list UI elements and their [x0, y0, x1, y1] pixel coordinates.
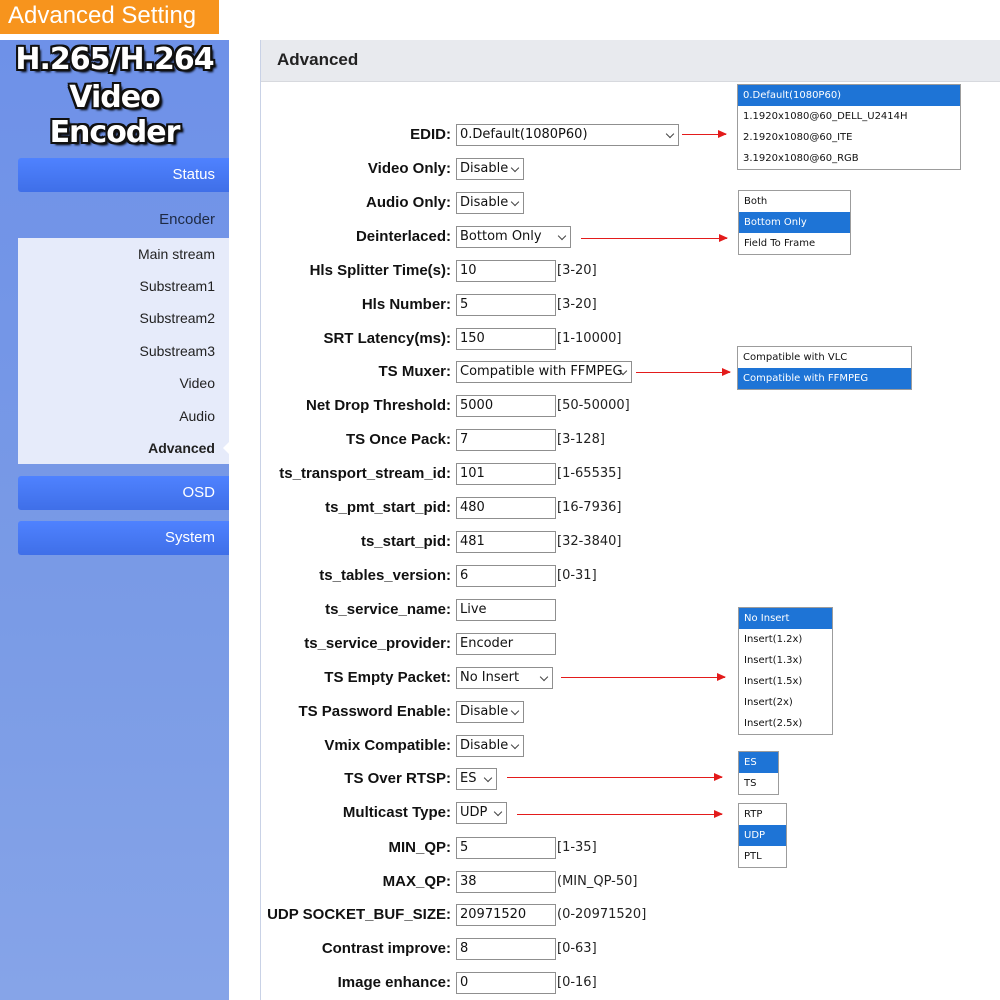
edid-option[interactable]: 1.1920x1080@60_DELL_U2414H: [743, 111, 908, 122]
ts-empty-packet-option[interactable]: No Insert: [739, 608, 832, 629]
max-qp-input[interactable]: 38: [456, 871, 556, 893]
multicast-type-option[interactable]: RTP: [744, 809, 763, 820]
multicast-type-label: Multicast Type:: [342, 804, 451, 821]
row-ts-pmt-start-pid: [261, 495, 1000, 521]
advanced-panel: [260, 40, 1000, 1000]
image-enhance-range: [0-16]: [557, 975, 597, 990]
ts-muxer-option[interactable]: Compatible with FFMPEG: [738, 368, 911, 389]
net-drop-threshold-range: [50-50000]: [557, 398, 630, 413]
udp-socket-buf-size-range: (0-20971520]: [557, 907, 647, 922]
row-hls-splitter-time: [261, 258, 1000, 284]
udp-socket-buf-size-label: UDP SOCKET_BUF_SIZE:: [267, 906, 451, 923]
subnav-audio[interactable]: Audio: [179, 408, 215, 424]
ts-tables-version-range: [0-31]: [557, 568, 597, 583]
ts-empty-packet-option[interactable]: Insert(1.5x): [744, 676, 803, 687]
panel-title: Advanced: [261, 40, 1000, 82]
row-ts-transport-stream-id: [261, 461, 1000, 487]
deinterlaced-option[interactable]: Both: [744, 196, 768, 207]
ts-muxer-options-popup: [737, 346, 912, 390]
ts-over-rtsp-options-popup: [738, 751, 779, 795]
ts-service-name-input[interactable]: Live: [456, 599, 556, 621]
row-ts-service-name: [261, 597, 1000, 623]
row-multicast-type: [261, 800, 1000, 826]
ts-muxer-label: TS Muxer:: [378, 363, 451, 380]
subnav-substream3[interactable]: Substream3: [139, 343, 215, 359]
subnav-main-stream[interactable]: Main stream: [137, 246, 215, 262]
multicast-type-option[interactable]: UDP: [739, 825, 786, 846]
row-vmix-compatible: [261, 733, 1000, 759]
deinterlaced-arrow: [581, 238, 727, 239]
image-enhance-label: Image enhance:: [337, 974, 451, 991]
row-udp-socket-buf-size: [261, 902, 1000, 928]
ts-muxer-arrow: [636, 372, 730, 373]
row-audio-only: [261, 190, 1000, 216]
contrast-improve-range: [0-63]: [557, 941, 597, 956]
ts-over-rtsp-option[interactable]: TS: [744, 778, 757, 789]
row-ts-over-rtsp: [261, 766, 1000, 792]
row-ts-password-enable: [261, 699, 1000, 725]
subnav-video[interactable]: Video: [179, 375, 215, 391]
ts-over-rtsp-option[interactable]: ES: [739, 752, 778, 773]
udp-socket-buf-size-input[interactable]: 20971520: [456, 904, 556, 926]
deinterlaced-label: Deinterlaced:: [355, 228, 451, 245]
ts-once-pack-input[interactable]: 7: [456, 429, 556, 451]
sidebar: [0, 40, 229, 1000]
multicast-type-option[interactable]: PTL: [744, 851, 762, 862]
ts-pmt-start-pid-input[interactable]: 480: [456, 497, 556, 519]
max-qp-range: (MIN_QP-50]: [557, 874, 638, 889]
hls-splitter-time-input[interactable]: 10: [456, 260, 556, 282]
min-qp-label: MIN_QP:: [388, 839, 451, 856]
ts-muxer-option[interactable]: Compatible with VLC: [743, 352, 848, 363]
ts-password-enable-label: TS Password Enable:: [298, 703, 451, 720]
ts-empty-packet-options-popup: [738, 607, 833, 735]
ts-transport-stream-id-input[interactable]: 101: [456, 463, 556, 485]
ts-tables-version-label: ts_tables_version:: [319, 567, 451, 584]
ts-pmt-start-pid-range: [16-7936]: [557, 500, 622, 515]
min-qp-range: [1-35]: [557, 840, 597, 855]
hls-splitter-time-label: Hls Splitter Time(s):: [309, 262, 451, 279]
ts-empty-packet-option[interactable]: Insert(2.5x): [744, 718, 803, 729]
ts-transport-stream-id-label: ts_transport_stream_id:: [279, 465, 451, 482]
net-drop-threshold-label: Net Drop Threshold:: [306, 397, 451, 414]
row-contrast-improve: [261, 936, 1000, 962]
multicast-type-select[interactable]: UDP: [456, 802, 507, 824]
edid-option[interactable]: 2.1920x1080@60_ITE: [743, 132, 853, 143]
ts-over-rtsp-label: TS Over RTSP:: [344, 770, 451, 787]
ts-start-pid-label: ts_start_pid:: [360, 533, 451, 550]
row-net-drop-threshold: [261, 393, 1000, 419]
row-image-enhance: [261, 970, 1000, 996]
row-max-qp: [261, 869, 1000, 895]
srt-latency-input[interactable]: 150: [456, 328, 556, 350]
ts-muxer-select[interactable]: Compatible with FFMPEG: [456, 361, 632, 383]
row-ts-empty-packet: [261, 665, 1000, 691]
deinterlaced-options-popup: [738, 190, 851, 255]
edid-select[interactable]: 0.Default(1080P60): [456, 124, 679, 146]
ts-over-rtsp-select[interactable]: ES: [456, 768, 497, 790]
edid-option[interactable]: 3.1920x1080@60_RGB: [743, 153, 859, 164]
ts-empty-packet-option[interactable]: Insert(1.2x): [744, 634, 803, 645]
hls-number-input[interactable]: 5: [456, 294, 556, 316]
video-only-label: Video Only:: [367, 160, 451, 177]
edid-label: EDID:: [410, 126, 451, 143]
contrast-improve-input[interactable]: 8: [456, 938, 556, 960]
encoder-subnav: [18, 238, 229, 464]
min-qp-input[interactable]: 5: [456, 837, 556, 859]
deinterlaced-option[interactable]: Bottom Only: [739, 212, 850, 233]
ts-tables-version-input[interactable]: 6: [456, 565, 556, 587]
row-min-qp: [261, 835, 1000, 861]
edid-option[interactable]: 0.Default(1080P60): [738, 85, 960, 106]
logo-line2: Video Encoder: [49, 80, 180, 150]
net-drop-threshold-input[interactable]: 5000: [456, 395, 556, 417]
subnav-advanced[interactable]: Advanced: [18, 432, 229, 464]
subnav-substream2[interactable]: Substream2: [139, 310, 215, 326]
ts-service-provider-label: ts_service_provider:: [304, 635, 451, 652]
hls-number-label: Hls Number:: [361, 296, 451, 313]
ts-empty-packet-label: TS Empty Packet:: [324, 669, 451, 686]
deinterlaced-option[interactable]: Field To Frame: [744, 238, 816, 249]
nav-osd-button[interactable]: OSD: [18, 476, 229, 510]
subnav-substream1[interactable]: Substream1: [139, 278, 215, 294]
audio-only-label: Audio Only:: [366, 194, 451, 211]
vmix-compatible-label: Vmix Compatible:: [324, 737, 451, 754]
nav-status-button[interactable]: Status: [18, 158, 229, 192]
nav-encoder-heading[interactable]: Encoder: [159, 211, 215, 228]
ts-pmt-start-pid-label: ts_pmt_start_pid:: [325, 499, 451, 516]
ts-once-pack-range: [3-128]: [557, 432, 605, 447]
ts-transport-stream-id-range: [1-65535]: [557, 466, 622, 481]
row-ts-once-pack: [261, 427, 1000, 453]
srt-latency-label: SRT Latency(ms):: [323, 330, 451, 347]
video-only-select[interactable]: Disable: [456, 158, 524, 180]
ts-service-name-label: ts_service_name:: [325, 601, 451, 618]
ts-empty-packet-select[interactable]: No Insert: [456, 667, 553, 689]
logo-line1: H.265/H.264: [15, 42, 214, 77]
nav-system-button[interactable]: System: [18, 521, 229, 555]
image-enhance-input[interactable]: 0: [456, 972, 556, 994]
row-deinterlaced: [261, 224, 1000, 250]
ts-service-provider-input[interactable]: Encoder: [456, 633, 556, 655]
vmix-compatible-select[interactable]: Disable: [456, 735, 524, 757]
srt-latency-range: [1-10000]: [557, 331, 622, 346]
edid-arrow: [682, 134, 726, 135]
hls-splitter-time-range: [3-20]: [557, 263, 597, 278]
row-hls-number: [261, 292, 1000, 318]
ts-start-pid-range: [32-3840]: [557, 534, 622, 549]
deinterlaced-select[interactable]: Bottom Only: [456, 226, 571, 248]
row-ts-start-pid: [261, 529, 1000, 555]
row-ts-tables-version: [261, 563, 1000, 589]
ts-over-rtsp-arrow: [507, 777, 722, 778]
banner-title: Advanced Setting: [0, 0, 219, 34]
ts-empty-packet-arrow: [561, 677, 725, 678]
contrast-improve-label: Contrast improve:: [321, 940, 451, 957]
hls-number-range: [3-20]: [557, 297, 597, 312]
ts-empty-packet-option[interactable]: Insert(1.3x): [744, 655, 803, 666]
multicast-type-options-popup: [738, 803, 787, 868]
multicast-type-arrow: [517, 814, 722, 815]
ts-start-pid-input[interactable]: 481: [456, 531, 556, 553]
max-qp-label: MAX_QP:: [382, 873, 451, 890]
ts-password-enable-select[interactable]: Disable: [456, 701, 524, 723]
ts-empty-packet-option[interactable]: Insert(2x): [744, 697, 793, 708]
edid-options-popup: [737, 84, 961, 170]
audio-only-select[interactable]: Disable: [456, 192, 524, 214]
row-ts-service-provider: [261, 631, 1000, 657]
ts-once-pack-label: TS Once Pack:: [345, 431, 451, 448]
